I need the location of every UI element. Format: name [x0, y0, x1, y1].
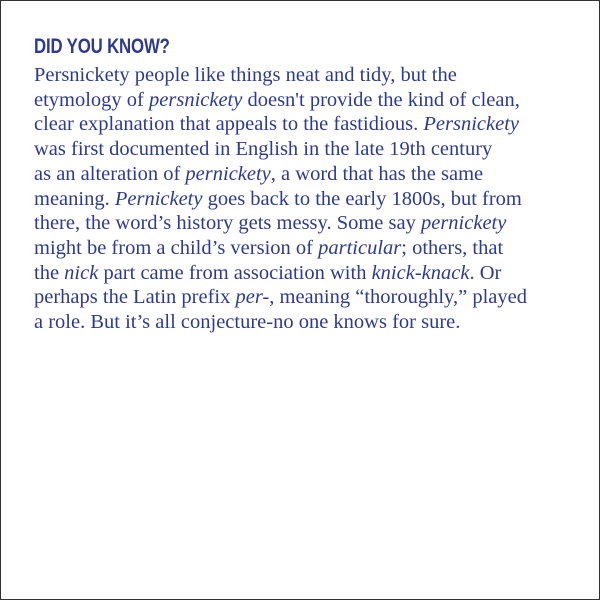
text-segment: a role. But it’s all conjecture-no one knows for sure. — [34, 311, 461, 334]
italic-term: pernickety — [185, 162, 271, 185]
italic-term: knick-knack — [371, 261, 470, 284]
italic-term: Persnickety — [423, 113, 519, 136]
italic-term: particular — [318, 236, 402, 259]
italic-term: per- — [235, 286, 270, 309]
text-segment: the — [34, 261, 65, 284]
text-segment: , meaning “thoroughly,” played — [269, 286, 527, 309]
text-segment: was first documented in English in the late 19th century — [34, 138, 493, 161]
text-line — [34, 285, 527, 310]
text-segment: meaning. — [34, 187, 115, 210]
text-segment: . Or — [469, 261, 502, 284]
text-segment: ; others, that — [401, 236, 504, 259]
text-line — [34, 261, 527, 286]
text-line — [34, 137, 527, 162]
text-segment: etymology of — [34, 88, 150, 111]
text-line — [34, 88, 527, 113]
text-segment: Persnickety people like things neat and tidy, but the — [34, 64, 457, 86]
text-line — [34, 310, 527, 335]
text-line — [34, 236, 527, 261]
card-title: DID YOU KNOW? — [34, 35, 170, 58]
text-segment: goes back to the early 1800s, but from — [202, 187, 522, 210]
text-line — [34, 211, 527, 236]
card-body-text — [34, 63, 527, 335]
text-segment: as an alteration of — [34, 162, 186, 185]
text-segment: might be from a child’s version of — [34, 236, 319, 259]
text-segment: there, the word’s history gets messy. Some say — [34, 212, 421, 235]
text-segment: , a word that has the same — [270, 162, 484, 185]
text-line — [34, 162, 527, 187]
text-segment: clear explanation that appeals to the fastidious. — [34, 113, 424, 136]
text-segment: doesn't provide the kind of clean, — [242, 88, 520, 111]
text-line — [34, 187, 527, 212]
italic-term: pernickety — [420, 212, 507, 235]
text-line — [34, 112, 527, 137]
text-segment: part came from association with — [98, 261, 372, 284]
text-line — [34, 63, 527, 88]
italic-term: persnickety — [149, 88, 243, 111]
italic-term: nick — [64, 261, 99, 284]
text-segment: perhaps the Latin prefix — [34, 286, 236, 309]
italic-term: Pernickety — [114, 187, 203, 210]
